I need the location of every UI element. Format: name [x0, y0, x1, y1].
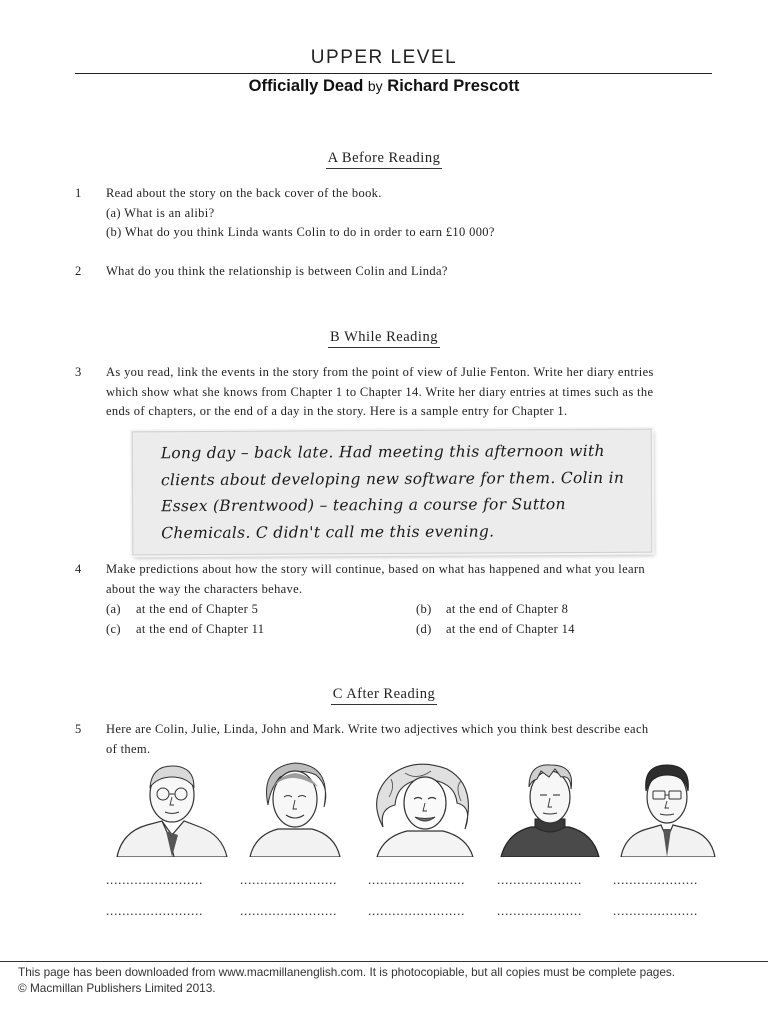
page-level-heading: UPPER LEVEL	[310, 47, 458, 68]
section-heading-before-reading	[0, 150, 768, 167]
question-line: As you read, link the events in the story from the point of view of Julie Fenton. Write her diary entries	[106, 365, 654, 379]
footer-copyright: © Macmillan Publishers Limited 2013.	[18, 980, 216, 995]
portrait-julie	[240, 757, 350, 857]
answer-blank-mark-1[interactable]: .....................	[613, 872, 699, 887]
question-number: 3	[75, 365, 82, 379]
question-number: 5	[75, 722, 82, 736]
question-line: What do you think the relationship is between Colin and Linda?	[106, 264, 448, 278]
character-portraits	[100, 757, 720, 857]
book-title: Officially Dead	[248, 77, 364, 95]
option-a	[106, 599, 258, 619]
answer-blank-john-1[interactable]: .....................	[497, 872, 583, 887]
option-label: (c)	[106, 622, 121, 636]
diary-entry-sample	[132, 429, 653, 556]
answer-blank-john-2[interactable]: .....................	[497, 903, 583, 918]
question-line: Read about the story on the back cover of the book.	[106, 186, 382, 200]
question-line: about the way the characters behave.	[106, 581, 303, 596]
section-heading-label: B While Reading	[328, 329, 440, 348]
option-text: at the end of Chapter 5	[136, 602, 259, 616]
question-line: Make predictions about how the story will continue, based on what has happened and what you learn	[106, 562, 646, 576]
section-heading-label: A Before Reading	[326, 150, 443, 169]
author-name: Richard Prescott	[387, 77, 520, 95]
answer-blank-colin-1[interactable]: ........................	[106, 872, 204, 887]
answer-blank-linda-1[interactable]: ........................	[368, 872, 466, 887]
section-heading-label: C After Reading	[331, 686, 438, 705]
question-line: Here are Colin, Julie, Linda, John and Mark. Write two adjectives which you think best describe each	[106, 722, 649, 736]
portrait-linda	[365, 757, 485, 857]
question-line: (a) What is an alibi?	[106, 205, 215, 220]
option-d	[416, 619, 575, 639]
option-label: (d)	[416, 622, 432, 636]
section-heading-while-reading	[0, 329, 768, 346]
option-text: at the end of Chapter 8	[446, 602, 569, 616]
portrait-john	[495, 757, 605, 857]
option-label: (a)	[106, 602, 121, 616]
answer-blank-julie-2[interactable]: ........................	[240, 903, 338, 918]
answer-blank-mark-2[interactable]: .....................	[613, 903, 699, 918]
diary-line: Long day – back late. Had meeting this afternoon with	[160, 441, 605, 463]
answer-blank-julie-1[interactable]: ........................	[240, 872, 338, 887]
question-line: ends of chapters, or the end of a day in the story. Here is a sample entry for Chapter 1.	[106, 404, 568, 418]
answer-blank-colin-2[interactable]: ........................	[106, 903, 204, 918]
section-heading-after-reading	[0, 686, 768, 703]
question-number: 4	[75, 562, 82, 576]
book-title-line	[0, 77, 768, 96]
diary-line: Essex (Brentwood) – teaching a course for Sutton	[161, 495, 566, 516]
option-c	[106, 619, 264, 639]
option-text: at the end of Chapter 11	[136, 622, 265, 636]
footer-divider	[0, 961, 768, 962]
option-label: (b)	[416, 602, 432, 616]
header-divider	[75, 73, 712, 74]
option-text: at the end of Chapter 14	[446, 622, 575, 636]
diary-entry-text	[161, 438, 642, 547]
portrait-colin	[112, 757, 232, 857]
question-number: 1	[75, 186, 82, 200]
footer-download-notice: This page has been downloaded from www.macmillanenglish.com. It is photocopiable, but all copies must be complete pages.	[18, 965, 676, 979]
diary-line: Chemicals. C didn't call me this evening.	[161, 521, 495, 542]
question-4-options	[106, 599, 706, 643]
question-line: which show what she knows from Chapter 1 to Chapter 14. Write her diary entries at times such as the	[106, 384, 654, 399]
answer-blank-linda-2[interactable]: ........................	[368, 903, 466, 918]
question-line: of them.	[106, 741, 151, 756]
diary-line: clients about developing new software for them. Colin in	[160, 468, 625, 489]
portrait-mark	[615, 757, 720, 857]
question-number: 2	[75, 264, 82, 278]
by-word: by	[367, 78, 383, 94]
question-line: (b) What do you think Linda wants Colin to do in order to earn £10 000?	[106, 225, 495, 239]
footer	[18, 965, 675, 996]
option-b	[416, 599, 568, 619]
